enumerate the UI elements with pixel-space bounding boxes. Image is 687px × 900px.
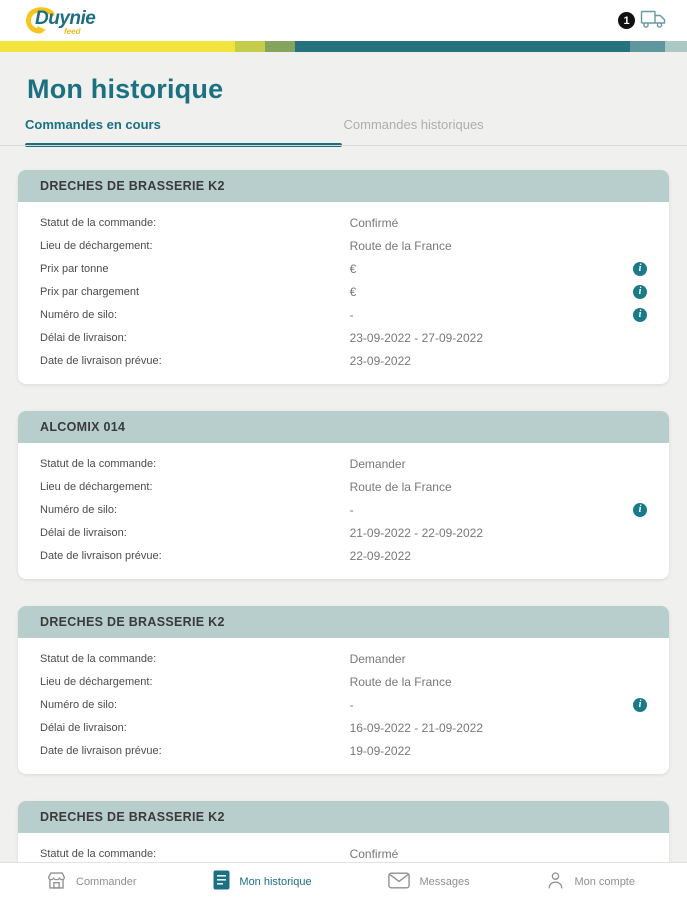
field-value: - [349, 307, 354, 322]
order-card-title: DRECHES DE BRASSERIE K2 [40, 615, 225, 629]
field-label: Numéro de silo: [40, 698, 118, 711]
field-value: Route de la France [349, 238, 452, 253]
bottom-nav [0, 862, 687, 900]
deliveries-truck-button[interactable] [640, 9, 667, 33]
order-field-row [40, 303, 647, 326]
order-field-row [40, 647, 647, 670]
order-card[interactable] [18, 170, 669, 384]
field-value: 23-09-2022 - 27-09-2022 [349, 330, 483, 345]
field-value: Demander [349, 651, 406, 666]
field-label: Statut de la commande: [40, 457, 157, 470]
order-card[interactable] [18, 606, 669, 774]
stripe-segment [630, 41, 665, 52]
tabs-divider [0, 145, 687, 146]
field-label: Date de livraison prévue: [40, 354, 162, 367]
field-label: Numéro de silo: [40, 308, 118, 321]
field-label: Date de livraison prévue: [40, 744, 162, 757]
delivery-truck-icon [640, 9, 667, 33]
order-field-row [40, 234, 647, 257]
order-card-header [18, 170, 669, 202]
field-value: 21-09-2022 - 22-09-2022 [349, 525, 483, 540]
stripe-segment [235, 41, 265, 52]
order-card-title: DRECHES DE BRASSERIE K2 [40, 179, 225, 193]
order-field-row [40, 475, 647, 498]
field-label: Délai de livraison: [40, 721, 127, 734]
nav-item-mon-compte[interactable] [546, 870, 635, 894]
nav-label: Messages [419, 875, 470, 888]
nav-label: Mon historique [239, 875, 312, 888]
notification-badge: 1 [618, 12, 635, 29]
app-header [0, 0, 687, 41]
order-card-header [18, 411, 669, 443]
brand-color-stripe [0, 41, 687, 52]
field-label: Date de livraison prévue: [40, 549, 162, 562]
info-icon[interactable]: i [633, 285, 647, 299]
person-icon [546, 870, 565, 894]
tab-commandes-historiques[interactable]: Commandes historiques [343, 117, 484, 132]
logo-tagline-text: feed [64, 26, 81, 36]
order-field-row [40, 739, 647, 762]
field-value: Confirmé [349, 215, 399, 230]
field-label: Prix par chargement [40, 285, 140, 298]
field-value: Route de la France [349, 479, 452, 494]
order-field-row [40, 521, 647, 544]
order-card-body [18, 202, 669, 384]
order-card-body [18, 638, 669, 774]
field-value: - [349, 502, 354, 517]
info-icon[interactable]: i [633, 698, 647, 712]
field-label: Lieu de déchargement: [40, 239, 153, 252]
order-card-title: ALCOMIX 014 [40, 420, 126, 434]
order-field-row [40, 349, 647, 372]
order-field-row [40, 211, 647, 234]
order-field-row [40, 716, 647, 739]
field-value: 23-09-2022 [349, 353, 411, 368]
field-label: Lieu de déchargement: [40, 480, 153, 493]
order-field-row [40, 670, 647, 693]
envelope-icon [388, 872, 410, 892]
field-label: Statut de la commande: [40, 847, 157, 860]
history-book-icon [213, 870, 230, 893]
field-value: 19-09-2022 [349, 743, 411, 758]
nav-label: Mon compte [574, 875, 635, 888]
nav-item-messages[interactable] [388, 872, 469, 892]
nav-label: Commander [76, 875, 137, 888]
info-icon[interactable]: i [633, 503, 647, 517]
page-title: Mon historique [27, 74, 224, 104]
field-label: Délai de livraison: [40, 526, 127, 539]
stripe-segment [295, 41, 630, 52]
order-cards [18, 170, 669, 877]
order-field-row [40, 326, 647, 349]
field-value: € [349, 261, 357, 276]
stripe-segment [665, 41, 687, 52]
history-tabs [18, 117, 669, 146]
field-value: 22-09-2022 [349, 548, 411, 563]
order-card[interactable] [18, 411, 669, 579]
storefront-icon [46, 870, 67, 894]
stripe-segment [265, 41, 295, 52]
field-value: Route de la France [349, 674, 452, 689]
field-label: Lieu de déchargement: [40, 675, 153, 688]
field-label: Numéro de silo: [40, 503, 118, 516]
field-value: Demander [349, 456, 406, 471]
logo-brand-text: Duynie [35, 7, 96, 29]
tab-commandes-en-cours[interactable]: Commandes en cours [25, 117, 344, 146]
nav-item-commander[interactable] [46, 870, 137, 894]
info-icon[interactable]: i [633, 308, 647, 322]
order-card-body [18, 443, 669, 579]
field-value: - [349, 697, 354, 712]
stripe-segment [0, 41, 235, 52]
order-field-row [40, 498, 647, 521]
order-field-row [40, 257, 647, 280]
order-card-header [18, 606, 669, 638]
field-label: Statut de la commande: [40, 652, 157, 665]
order-card-header [18, 801, 669, 833]
nav-item-mon-historique[interactable] [213, 870, 311, 893]
field-value: € [349, 284, 357, 299]
order-field-row [40, 452, 647, 475]
order-field-row [40, 544, 647, 567]
duynie-logo [24, 4, 124, 38]
order-field-row [40, 693, 647, 716]
field-label: Prix par tonne [40, 262, 109, 275]
info-icon[interactable]: i [633, 262, 647, 276]
order-field-row [40, 280, 647, 303]
order-card-title: DRECHES DE BRASSERIE K2 [40, 810, 225, 824]
field-value: Confirmé [349, 846, 399, 861]
field-value: 16-09-2022 - 21-09-2022 [349, 720, 483, 735]
field-label: Statut de la commande: [40, 216, 157, 229]
field-label: Délai de livraison: [40, 331, 127, 344]
